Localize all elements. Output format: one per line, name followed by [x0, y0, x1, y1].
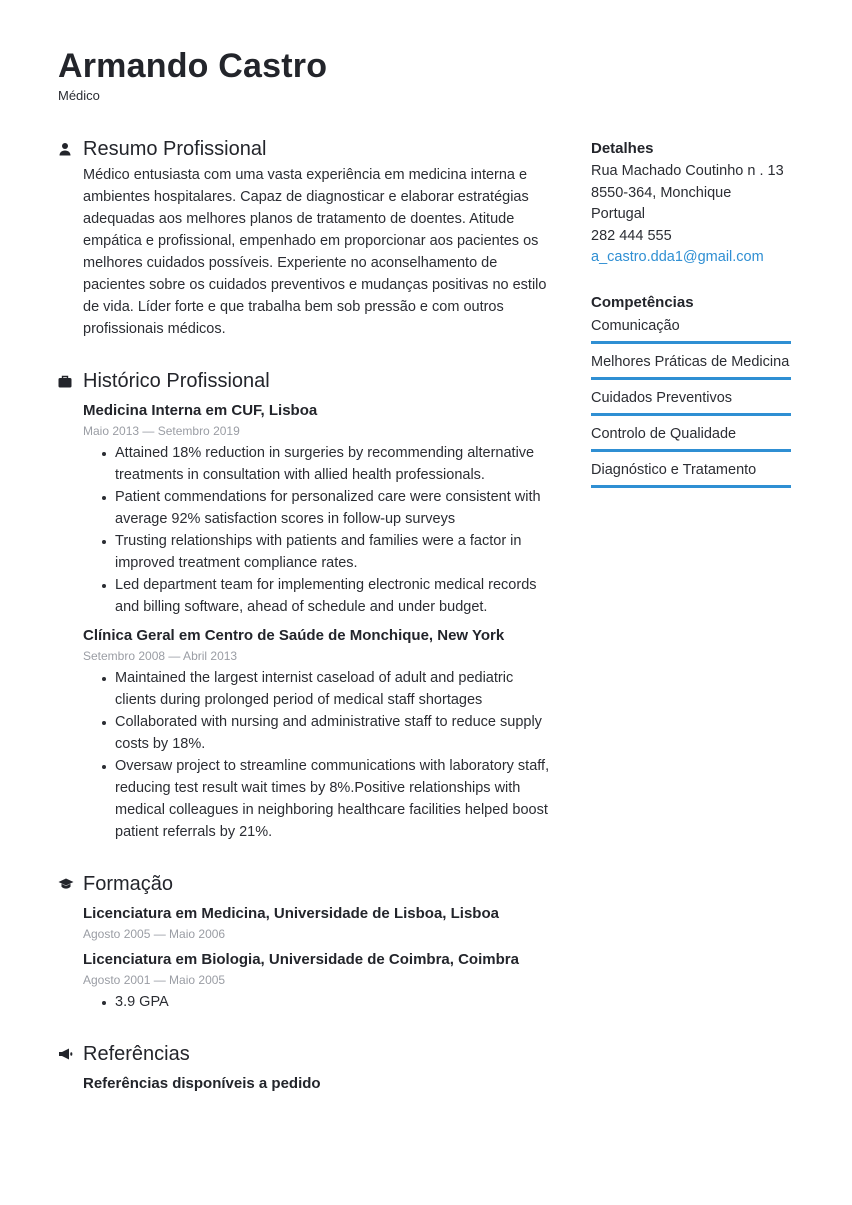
job-date: Setembro 2008 — Abril 2013	[83, 649, 238, 663]
email-link[interactable]: a_castro.dda1@gmail.com	[591, 249, 764, 265]
degree-bullets	[83, 991, 558, 1013]
skill-bar	[591, 413, 791, 416]
candidate-name: Armando Castro	[58, 47, 328, 85]
skill-bar	[591, 485, 791, 488]
skill-item	[591, 456, 791, 488]
job-title: Clínica Geral em Centro de Saúde de Monchique, New York	[83, 627, 505, 644]
skills-section	[591, 291, 791, 488]
summary-text: Médico entusiasta com uma vasta experiência em medicina interna e ambientes hospitalares. Capaz de diagnosticar e elaborar estratégias adequadas aos melhores planos de tratamento de doentes. Atitude empática e profissional, empenhado em proporcionar aos pacientes os melhores cuidados possíveis. Experiente no aconselhamento de pacientes sobre os cuidados preventivos e mudanças positivas no estilo de vida. Líder forte e que trabalha bem sob pressão e com outros profissionais médicos.	[83, 167, 547, 337]
references-section	[58, 1039, 558, 1095]
sidebar	[591, 137, 791, 492]
list-item: Led department team for implementing electronic medical records and billing software, ahead of schedule and under budget.	[115, 574, 558, 618]
skill-item	[591, 348, 791, 380]
job-entry	[83, 400, 558, 618]
skill-item	[591, 420, 791, 452]
list-item: Oversaw project to streamline communications with laboratory staff, reducing test result wait times by 8%.Positive relationships with medical colleagues in neighboring healthcare facilities helped boost patient referrals by 21%.	[115, 755, 558, 843]
skill-label: Cuidados Preventivos	[591, 389, 733, 406]
skills-heading: Competências	[591, 293, 694, 311]
job-entry	[83, 625, 558, 843]
education-entry	[83, 903, 558, 943]
job-bullets	[83, 667, 558, 843]
experience-section	[58, 366, 558, 843]
address-line-1: Rua Machado Coutinho n . 13	[591, 163, 784, 179]
skill-label: Comunicação	[591, 317, 680, 334]
degree-title: Licenciatura em Biologia, Universidade de Coimbra, Coimbra	[83, 951, 519, 968]
degree-date: Agosto 2005 — Maio 2006	[83, 927, 226, 941]
skill-item	[591, 384, 791, 416]
education-section	[58, 869, 558, 1013]
summary-heading: Resumo Profissional	[83, 137, 267, 160]
list-item: Patient commendations for personalized care were consistent with average 92% satisfaction scores in follow-up surveys	[115, 486, 558, 530]
list-item: 3.9 GPA	[115, 991, 558, 1013]
education-entry	[83, 949, 558, 1013]
skill-bar	[591, 449, 791, 452]
references-heading: Referências	[83, 1042, 190, 1065]
skill-bar	[591, 341, 791, 344]
skill-label: Melhores Práticas de Medicina	[591, 353, 790, 370]
degree-date: Agosto 2001 — Maio 2005	[83, 973, 226, 987]
list-item: Attained 18% reduction in surgeries by recommending alternative treatments in consultation with allied health professionals.	[115, 442, 558, 486]
details-section	[591, 137, 791, 269]
graduation-cap-icon	[58, 878, 83, 890]
country: Portugal	[591, 206, 646, 222]
experience-heading: Histórico Profissional	[83, 369, 270, 392]
skill-bar	[591, 377, 791, 380]
list-item: Collaborated with nursing and administrative staff to reduce supply costs by 18%.	[115, 711, 558, 755]
job-title: Medicina Interna em CUF, Lisboa	[83, 402, 318, 419]
phone: 282 444 555	[591, 227, 672, 244]
main-column	[58, 134, 558, 1095]
address-line-2: 8550-364, Monchique	[591, 184, 732, 201]
briefcase-icon	[58, 375, 83, 388]
resume-header	[58, 46, 327, 103]
degree-title: Licenciatura em Medicina, Universidade de Lisboa, Lisboa	[83, 905, 499, 922]
references-text: Referências disponíveis a pedido	[83, 1075, 321, 1092]
candidate-role: Médico	[58, 88, 100, 103]
list-item: Trusting relationships with patients and families were a factor in improved treatment compliance rates.	[115, 530, 558, 574]
job-bullets	[83, 442, 558, 618]
list-item: Maintained the largest internist caseload of adult and pediatric clients during prolonged period of medical staff shortages	[115, 667, 558, 711]
skill-label: Controlo de Qualidade	[591, 425, 737, 442]
job-date: Maio 2013 — Setembro 2019	[83, 424, 240, 438]
megaphone-icon	[58, 1048, 83, 1060]
skill-item	[591, 315, 791, 344]
person-icon	[58, 142, 83, 156]
education-heading: Formação	[83, 872, 174, 895]
details-heading: Detalhes	[591, 140, 654, 157]
summary-section	[58, 134, 558, 340]
skill-label: Diagnóstico e Tratamento	[591, 461, 757, 478]
